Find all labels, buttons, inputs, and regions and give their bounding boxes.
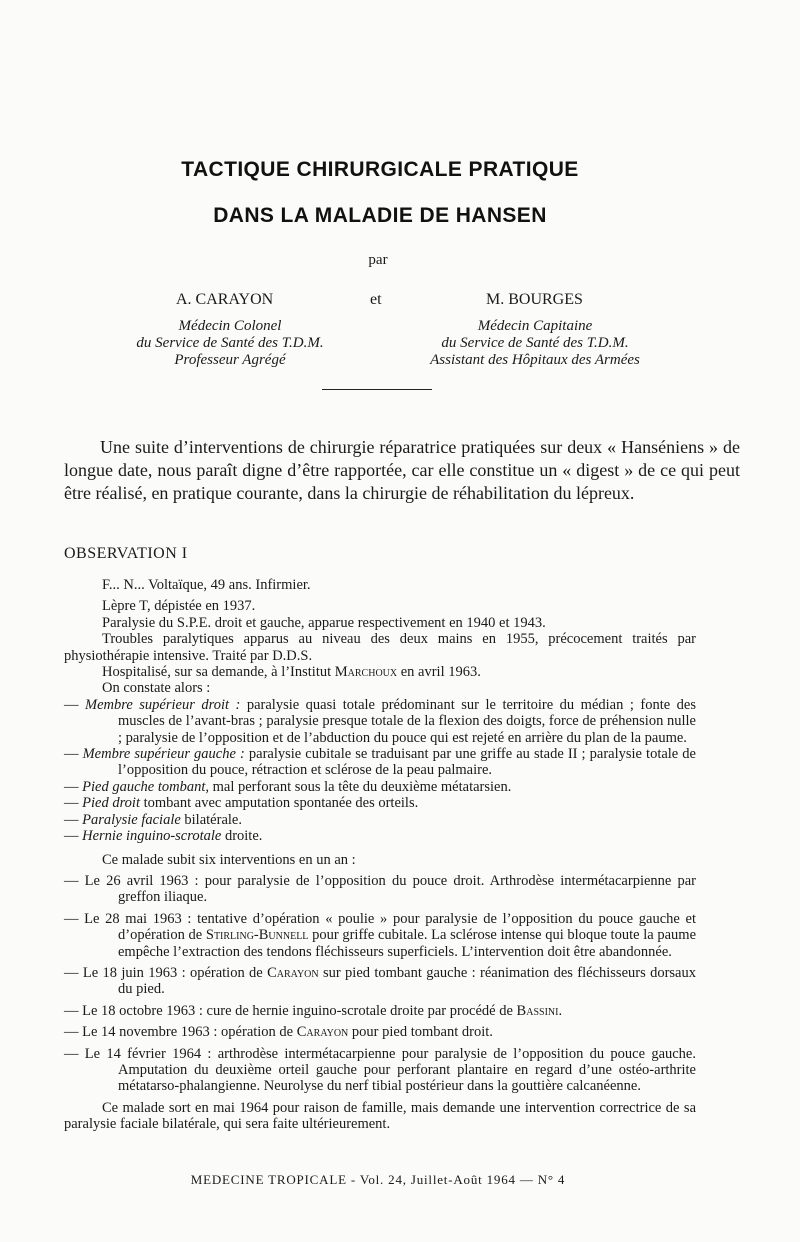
finding-label: Pied gauche tombant, bbox=[82, 778, 209, 795]
intervention-item: — Le 14 février 1964 : arthrodèse intermétacarpienne pour paralysie de l’opposition du pouce gauche. Amputation du deuxième orteil gauche pour perforant plantaire en regard d’une ostéo-arthrite métatarso-phalangienne. Neurolyse du nerf tibial postérieur dans la gouttière calcanéenne. bbox=[64, 1045, 696, 1095]
author-b-affiliation bbox=[400, 318, 670, 369]
intervention-text: pour griffe cubitale. La sclérose intense qui bloque toute la paume empêche l’extraction des tendons fléchisseurs superficiels. L’intervention doit être abandonnée. bbox=[118, 927, 696, 960]
byline-et: et bbox=[370, 291, 382, 308]
intervention-text: sur pied tombant gauche : réanimation des fléchisseurs dorsaux du pied. bbox=[118, 964, 696, 998]
institute-name: Marchoux bbox=[334, 664, 398, 681]
article-title-line1: TACTIQUE CHIRURGICALE PRATIQUE bbox=[181, 158, 579, 181]
intervention-item bbox=[64, 965, 696, 998]
byline-par: par bbox=[368, 252, 388, 268]
finding-text: tombant avec amputation spontanée des orteils. bbox=[139, 795, 419, 812]
hosp-before: Hospitalisé, sur sa demande, à l’Institut bbox=[102, 664, 335, 681]
author-b-name: M. BOURGES bbox=[486, 291, 583, 308]
intro-paragraph: Une suite d’interventions de chirurgie réparatrice pratiquées sur deux « Hanséniens » de longue date, nous paraît digne d’être rapportée, car elle constitue un « digest » de ce qui peut être réalisé, en pratique courante, dans la chirurgie de réhabilitation du lépreux. bbox=[64, 437, 740, 503]
intervention-text: — Le 28 mai 1963 : tentative d’opération « poulie » pour paralysie de l’opposition du pouce gauche et d’opération de bbox=[64, 910, 696, 944]
procedure-name: Stirling-Bunnell bbox=[205, 927, 309, 944]
hosp-after: en avril 1963. bbox=[397, 664, 481, 681]
finding-label: Hernie inguino-scrotale bbox=[82, 828, 222, 845]
intervention-item bbox=[64, 1024, 696, 1040]
intervention-text: — Le 18 octobre 1963 : cure de hernie inguino-scrotale droite par procédé de bbox=[64, 1002, 517, 1019]
intervention-text: pour pied tombant droit. bbox=[348, 1024, 493, 1041]
finding-text: droite. bbox=[221, 828, 263, 845]
patient-line: F... N... Voltaïque, 49 ans. Infirmier. bbox=[102, 577, 311, 593]
journal-footer: MEDECINE TROPICALE - Vol. 24, Juillet-Août 1964 — N° 4 bbox=[190, 1172, 566, 1187]
article-title-line2: DANS LA MALADIE DE HANSEN bbox=[213, 204, 547, 227]
finding-label: Membre supérieur gauche : bbox=[82, 746, 245, 763]
history-line-3-text: Troubles paralytiques apparus au niveau des deux mains en 1955, précocement traités par physiothérapie intensive. Traité par D.D.S. bbox=[64, 631, 696, 664]
author-b-aff1: Médecin Capitaine bbox=[477, 318, 593, 334]
finding-dash: — bbox=[64, 811, 83, 828]
intervention-text: — Le 18 juin 1963 : opération de bbox=[64, 964, 268, 981]
procedure-name: Bassini bbox=[516, 1002, 559, 1019]
closing-paragraph: Ce malade sort en mai 1964 pour raison de famille, mais demande une intervention correctrice de sa paralysie faciale bilatérale, qui sera faite ultérieurement. bbox=[64, 1099, 696, 1133]
finding-item bbox=[64, 828, 696, 844]
findings-intro: On constate alors : bbox=[102, 680, 211, 697]
finding-dash: — bbox=[64, 828, 83, 845]
intervention-item: — Le 26 avril 1963 : pour paralysie de l’opposition du pouce droit. Arthrodèse intermétacarpienne par greffon iliaque. bbox=[64, 872, 696, 906]
finding-item bbox=[64, 779, 696, 795]
history-line-3 bbox=[64, 631, 696, 664]
history-line-2: Paralysie du S.P.E. droit et gauche, apparue respectivement en 1940 et 1943. bbox=[102, 614, 546, 631]
author-a-aff2: du Service de Santé des T.D.M. bbox=[136, 335, 324, 351]
finding-item bbox=[64, 812, 696, 828]
finding-item bbox=[64, 746, 696, 779]
author-a-aff3: Professeur Agrégé bbox=[174, 352, 286, 368]
author-a-affiliation bbox=[100, 318, 360, 369]
author-a-name: A. CARAYON bbox=[176, 291, 274, 308]
intervention-item bbox=[64, 1003, 696, 1019]
finding-item bbox=[64, 795, 696, 811]
finding-dash: — bbox=[64, 795, 83, 812]
finding-text: mal perforant sous la tête du deuxième métatarsien. bbox=[208, 778, 512, 795]
section-heading: OBSERVATION I bbox=[64, 545, 188, 562]
finding-label: Membre supérieur droit : bbox=[85, 696, 241, 713]
author-a-aff1: Médecin Colonel bbox=[178, 318, 282, 334]
finding-label: Pied droit bbox=[82, 795, 140, 812]
intervention-text: . bbox=[558, 1002, 563, 1019]
observation-body bbox=[64, 577, 696, 1133]
finding-dash: — bbox=[64, 778, 83, 795]
finding-text: paralysie cubitale se traduisant par une griffe au stade II ; paralysie totale de l’opposition du pouce, rétraction et sclérose de la peau palmaire. bbox=[118, 746, 696, 779]
author-b-aff3: Assistant des Hôpitaux des Armées bbox=[430, 352, 640, 368]
finding-label: Paralysie faciale bbox=[82, 811, 181, 828]
procedure-name: Carayon bbox=[267, 964, 319, 981]
interventions-intro: Ce malade subit six interventions en un an : bbox=[102, 851, 356, 868]
finding-item bbox=[64, 697, 696, 746]
history-line-1: Lèpre T, dépistée en 1937. bbox=[102, 598, 256, 615]
finding-text: paralysie quasi totale prédominant sur le territoire du médian ; fonte des muscles de l’avant-bras ; paralysie presque totale de la flexion des doigts, force de préhension nulle ; paralysie de l’opposition et de l’abduction du pouce qui est rejeté en arrière du plan de la paume. bbox=[118, 696, 696, 746]
finding-dash: — bbox=[64, 696, 85, 713]
hospitalisation-line bbox=[64, 664, 696, 680]
finding-text: bilatérale. bbox=[180, 811, 242, 828]
author-b-aff2: du Service de Santé des T.D.M. bbox=[441, 335, 629, 351]
finding-dash: — bbox=[64, 746, 83, 763]
intervention-item bbox=[64, 911, 696, 960]
procedure-name: Carayon bbox=[296, 1024, 349, 1041]
intervention-text: — Le 14 novembre 1963 : opération de bbox=[64, 1024, 297, 1041]
separator-rule bbox=[322, 389, 432, 390]
